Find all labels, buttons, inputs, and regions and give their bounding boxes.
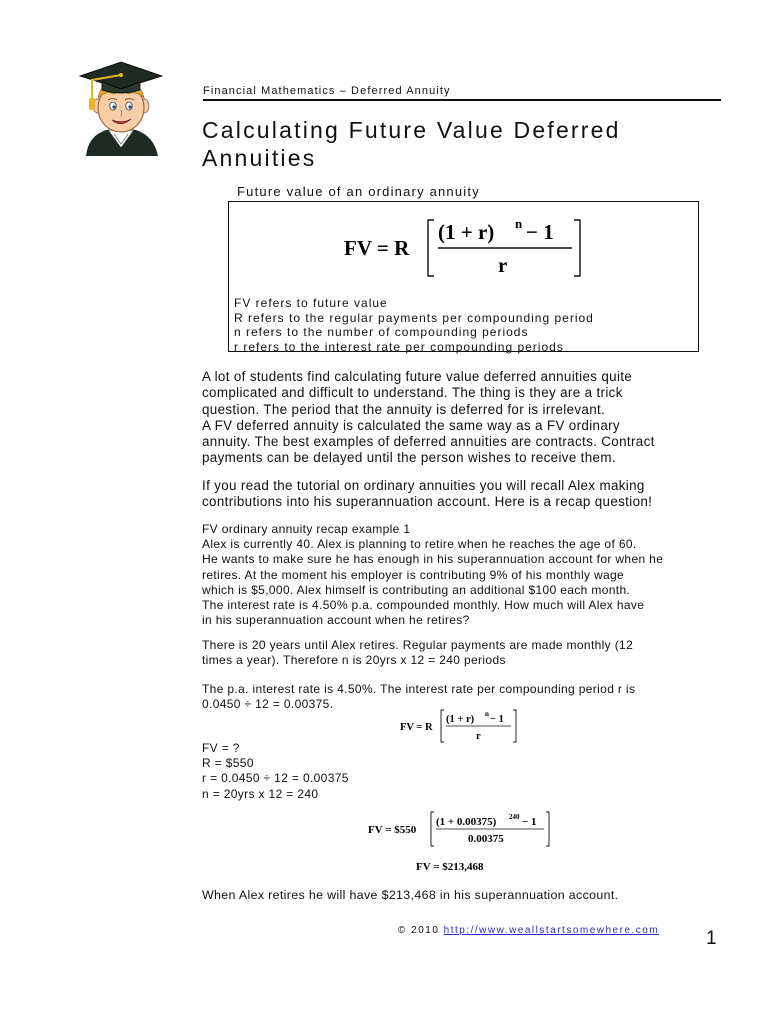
definition-r-rate: r refers to the interest rate per compounding periods — [234, 339, 564, 354]
formula-sub-numerator-b: − 1 — [522, 816, 537, 828]
text-line: r = 0.0450 ÷ 12 = 0.00375 — [202, 771, 349, 786]
definition-n: n refers to the number of compounding periods — [234, 325, 529, 339]
page-title — [202, 116, 722, 172]
copyright-text: © 2010 — [398, 925, 444, 936]
example-conclusion — [202, 888, 722, 903]
fv-formula-small — [398, 706, 522, 746]
page-title-line2: Annuities — [202, 145, 317, 171]
formula-numerator-b: − 1 — [526, 220, 554, 244]
formula-lhs: FV = R — [344, 236, 410, 260]
formula-numerator-a: (1 + r) — [438, 220, 495, 244]
text-line: 0.0450 ÷ 12 = 0.00375. — [202, 697, 334, 712]
text-line: contributions into his superannuation account. Here is a recap question! — [202, 494, 653, 510]
definition-fv: FV refers to future value — [234, 296, 388, 310]
definition-r-payment: R refers to the regular payments per compounding period — [234, 310, 594, 325]
text-line: in his superannuation account when he retires? — [202, 613, 470, 628]
text-line: n = 20yrs x 12 = 240 — [202, 786, 319, 801]
header-divider — [203, 99, 721, 101]
example-periods — [202, 638, 722, 668]
formula-sub-exponent: 240 — [509, 813, 520, 821]
example-values — [202, 741, 722, 802]
page-number: 1 — [706, 928, 717, 949]
text-line: When Alex retires he will have $213,468 in his superannuation account. — [202, 888, 619, 902]
text-line: retires. At the moment his employer is contributing 9% of his monthly wage — [202, 567, 625, 582]
text-line: He wants to make sure he has enough in his superannuation account for when he — [202, 552, 664, 567]
text-line: payments can be delayed until the person wishes to receive them. — [202, 450, 616, 466]
text-line: There is 20 years until Alex retires. Regular payments are made monthly (12 — [202, 638, 634, 652]
page-title-line1: Calculating Future Value Deferred — [202, 117, 621, 143]
formula-denominator: r — [498, 253, 508, 277]
text-line: annuity. The best examples of deferred annuities are contracts. Contract — [202, 434, 655, 450]
text-line: The interest rate is 4.50% p.a. compounded monthly. How much will Alex have — [202, 598, 645, 613]
formula-small-numerator-a: (1 + r) — [446, 714, 475, 725]
formula-caption: Future value of an ordinary annuity — [237, 184, 480, 199]
formula-small-exponent: n — [485, 710, 489, 718]
footer — [398, 925, 659, 936]
example-question — [202, 522, 722, 628]
result-text: FV = $213,468 — [416, 861, 484, 873]
text-line: R = $550 — [202, 756, 254, 771]
formula-sub-lhs: FV = $550 — [368, 824, 417, 836]
text-line: A lot of students find calculating future value deferred annuities quite — [202, 369, 633, 384]
fv-result — [414, 856, 524, 876]
fv-formula-substituted — [366, 808, 556, 850]
text-line: complicated and difficult to understand. The thing is they are a trick — [202, 385, 623, 401]
intro-paragraph-2 — [202, 478, 722, 511]
text-line: times a year). Therefore n is 20yrs x 12 = 240 periods — [202, 653, 506, 668]
text-line: The p.a. interest rate is 4.50%. The interest rate per compounding period r is — [202, 682, 636, 696]
formula-sub-numerator-a: (1 + 0.00375) — [436, 816, 497, 828]
intro-paragraph-1 — [202, 369, 722, 467]
running-header: Financial Mathematics – Deferred Annuity — [203, 85, 451, 97]
graduate-mascot-icon — [76, 56, 166, 156]
text-line: A FV deferred annuity is calculated the same way as a FV ordinary — [202, 417, 620, 433]
fv-formula — [330, 210, 600, 284]
text-line: Alex is currently 40. Alex is planning to retire when he reaches the age of 60. — [202, 537, 637, 552]
formula-small-denominator: r — [476, 731, 481, 742]
formula-exponent: n — [515, 216, 523, 231]
text-line: If you read the tutorial on ordinary annuities you will recall Alex making — [202, 478, 645, 493]
formula-sub-denominator: 0.00375 — [468, 833, 504, 845]
formula-small-lhs: FV = R — [400, 722, 433, 733]
example-heading: FV ordinary annuity recap example 1 — [202, 522, 411, 536]
formula-small-numerator-b: − 1 — [490, 714, 504, 725]
text-line: which is $5,000. Alex himself is contributing an additional $100 each month. — [202, 582, 631, 597]
text-line: question. The period that the annuity is deferred for is irrelevant. — [202, 401, 606, 417]
text-line: FV = ? — [202, 741, 240, 755]
website-link[interactable]: http://www.weallstartsomewhere.com — [443, 925, 660, 936]
formula-definitions — [234, 296, 594, 354]
